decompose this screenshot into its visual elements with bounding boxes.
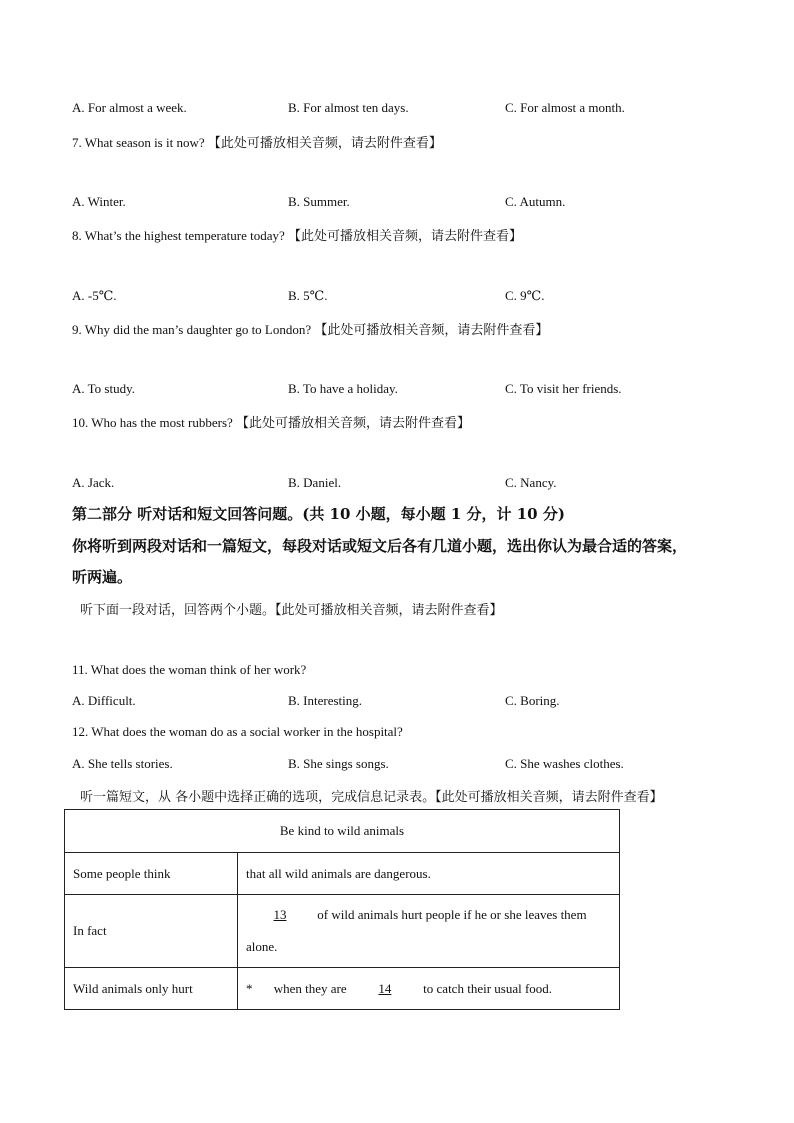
row2-text-b: alone.: [246, 939, 278, 954]
q10-question-line: [72, 412, 470, 431]
q7-question: 7. What season is it now?: [72, 135, 205, 150]
row3-bullet: *: [246, 980, 253, 996]
row3-label: Wild animals only hurt: [65, 968, 238, 1010]
row3-text-b: to catch their usual food.: [423, 980, 553, 996]
row2-content: [238, 895, 620, 968]
dialogue-intro: 听下面一段对话，回答两个小题。【此处可播放相关音频，请去附件查看】: [80, 603, 503, 618]
q9-question-line: [72, 319, 548, 338]
part2-title: 第二部分 听对话和短文回答问题。(共 10 小题，每小题 1 分，计 10 分): [72, 505, 565, 523]
q6-option-c: C. For almost a month.: [505, 100, 625, 115]
q8-question: 8. What’s the highest temperature today?: [72, 228, 285, 243]
blank-13[interactable]: 13: [273, 907, 287, 922]
row1-content: that all wild animals are dangerous.: [238, 853, 620, 895]
row2-text-a: of wild animals hurt people if he or she leaves them: [317, 907, 587, 922]
q11-question: 11. What does the woman think of her work?: [72, 662, 307, 677]
q7-option-b: B. Summer.: [288, 194, 350, 209]
q9-option-b: B. To have a holiday.: [288, 381, 398, 396]
q12-option-c: C. She washes clothes.: [505, 756, 624, 771]
row2-label: In fact: [65, 895, 238, 968]
row3-text-a: when they are: [273, 980, 347, 996]
q8-audio-note: 【此处可播放相关音频，请去附件查看】: [288, 229, 523, 244]
q7-question-line: [72, 132, 442, 151]
q10-question: 10. Who has the most rubbers?: [72, 415, 233, 430]
info-record-table: [64, 809, 620, 1010]
q8-option-b: B. 5℃.: [288, 288, 328, 303]
part2-instruction-1: 你将听到两段对话和一篇短文，每段对话或短文后各有几道小题，选出你认为最合适的答案，: [72, 537, 688, 555]
q11-option-a: A. Difficult.: [72, 693, 136, 708]
q9-option-a: A. To study.: [72, 381, 136, 396]
q12-question: 12. What does the woman do as a social worker in the hospital?: [72, 724, 403, 739]
table-title: Be kind to wild animals: [65, 810, 620, 853]
q7-option-a: A. Winter.: [72, 194, 126, 209]
q10-option-a: A. Jack.: [72, 475, 115, 490]
q12-option-a: A. She tells stories.: [72, 756, 173, 771]
q8-question-line: [72, 225, 522, 244]
q6-option-b: B. For almost ten days.: [288, 100, 409, 115]
q8-option-a: A. -5℃.: [72, 288, 117, 303]
q6-option-a: A. For almost a week.: [72, 100, 187, 115]
row1-label: Some people think: [65, 853, 238, 895]
q10-audio-note: 【此处可播放相关音频，请去附件查看】: [236, 416, 471, 431]
q8-option-c: C. 9℃.: [505, 288, 545, 303]
passage-intro: 听一篇短文，从 各小题中选择正确的选项，完成信息记录表。【此处可播放相关音频，请去附件查看】: [80, 790, 663, 805]
blank-14[interactable]: 14: [378, 980, 392, 996]
q10-option-c: C. Nancy.: [505, 475, 557, 490]
q11-option-b: B. Interesting.: [288, 693, 363, 708]
q7-audio-note: 【此处可播放相关音频，请去附件查看】: [207, 136, 442, 151]
part2-instruction-2: 听两遍。: [72, 568, 133, 586]
q9-question: 9. Why did the man’s daughter go to London?: [72, 322, 312, 337]
q12-option-b: B. She sings songs.: [288, 756, 389, 771]
q7-option-c: C. Autumn.: [505, 194, 566, 209]
q10-option-b: B. Daniel.: [288, 475, 342, 490]
q9-audio-note: 【此处可播放相关音频，请去附件查看】: [314, 323, 549, 338]
q11-option-c: C. Boring.: [505, 693, 560, 708]
q9-option-c: C. To visit her friends.: [505, 381, 622, 396]
row3-content: [238, 968, 620, 1010]
